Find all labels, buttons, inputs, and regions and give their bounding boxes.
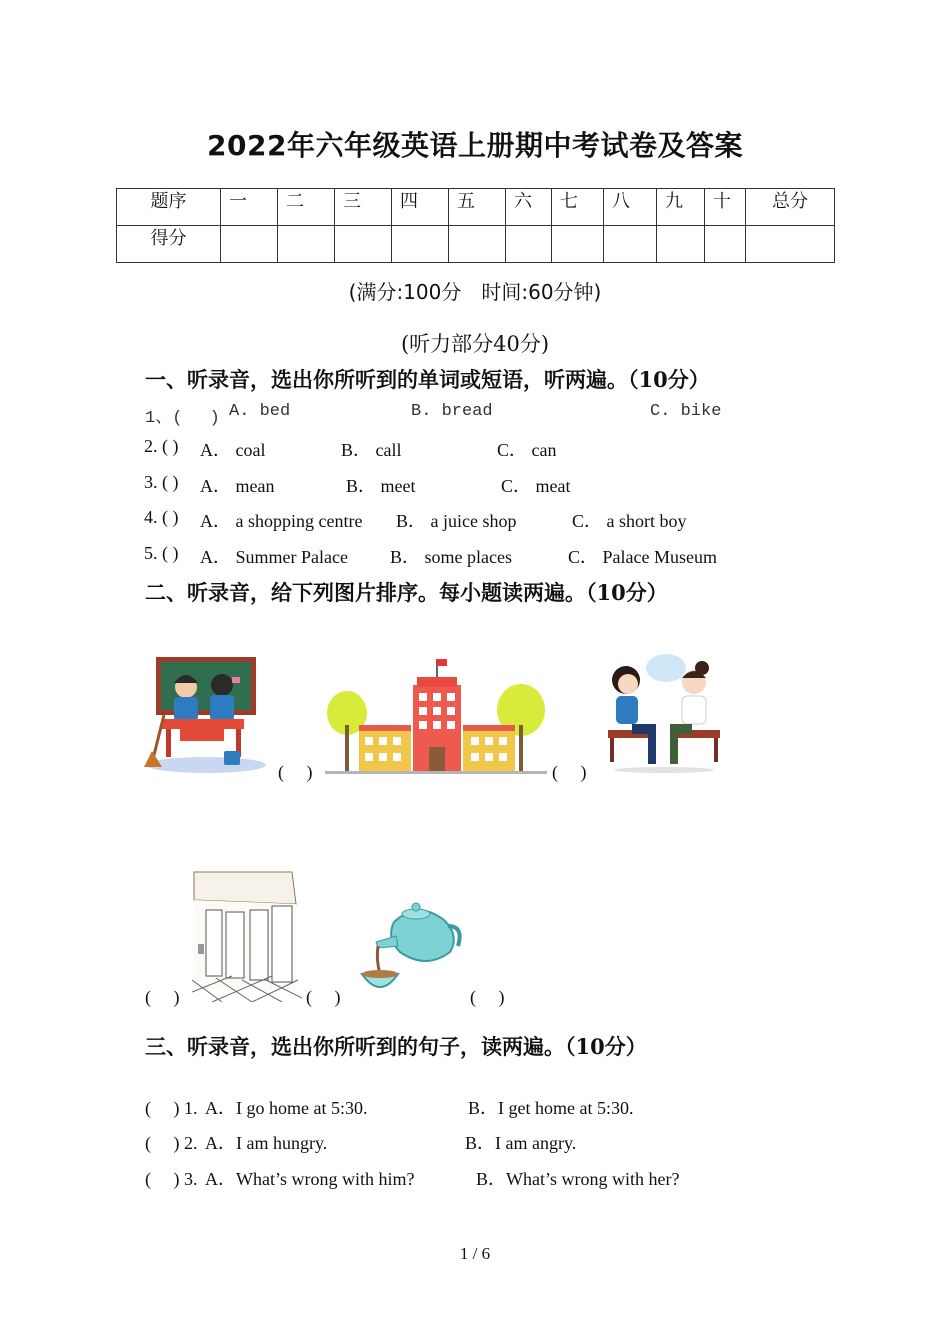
s3-q2-option-b: B．I am angry. [465,1133,577,1153]
table-cell[interactable] [506,226,552,263]
q4-number: 4. ( ) [144,507,179,527]
table-cell: 七 [552,189,604,226]
q2-number: 2. ( ) [144,436,179,456]
answer-blank[interactable]: ( ) [145,987,180,1007]
q2-option-a: A． coal [200,440,266,460]
q1-option-c: C. bike [650,402,722,421]
answer-blank[interactable]: ( ) [552,762,587,782]
answer-blank[interactable]: ( ) [278,762,313,782]
page-number: 1 / 6 [459,1244,491,1263]
table-cell: 一 [221,189,278,226]
q1-option-b: B. bread [411,402,493,421]
table-cell: 总分 [746,189,835,226]
table-cell: 六 [506,189,552,226]
table-cell: 九 [657,189,705,226]
s3-q3-number: ( ) 3. [145,1169,198,1189]
q2-option-c: C． can [497,440,557,460]
section1-heading: 一、听录音，选出你所听到的单词或短语，听两遍。（10分） [145,367,710,392]
page-title: 2022年六年级英语上册期中考试卷及答案 [207,129,743,162]
q5-option-a: A． Summer Palace [200,547,348,567]
q5-option-b: B． some places [390,547,512,567]
toilet-room-icon [192,870,302,1002]
school-building-icon [325,655,547,775]
table-cell: 八 [604,189,657,226]
table-cell[interactable] [705,226,746,263]
table-cell[interactable] [392,226,449,263]
table-cell[interactable] [604,226,657,263]
table-cell: 十 [705,189,746,226]
table-row [117,189,835,226]
talking-girls-icon [604,648,724,774]
q5-option-c: C． Palace Museum [568,547,717,567]
table-cell[interactable] [278,226,335,263]
q5-number: 5. ( ) [144,543,179,563]
s3-q1-option-a: A．I go home at 5:30. [205,1098,368,1118]
s3-q3-option-b: B．What’s wrong with her? [476,1169,680,1189]
table-cell: 三 [335,189,392,226]
table-cell: 得分 [117,226,221,263]
score-table [116,188,835,263]
q3-option-b: B． meet [346,476,416,496]
answer-blank[interactable]: ( ) [306,987,341,1007]
section2-heading: 二、听录音，给下列图片排序。每小题读两遍。（10分） [145,580,668,605]
teapot-icon [360,896,466,1000]
answer-blank[interactable]: ( ) [470,987,505,1007]
table-cell: 二 [278,189,335,226]
table-cell[interactable] [552,226,604,263]
q4-option-c: C． a short boy [572,511,687,531]
table-cell: 五 [449,189,506,226]
q2-option-b: B． call [341,440,402,460]
listening-header: (听力部分40分) [400,332,550,356]
q1-number: 1、( ) [145,409,220,428]
table-cell[interactable] [335,226,392,263]
s3-q3-option-a: A．What’s wrong with him? [205,1169,415,1189]
q3-option-c: C． meat [501,476,571,496]
table-cell: 四 [392,189,449,226]
score-time-note: (满分:100分 时间:60分钟) [348,280,602,304]
table-cell[interactable] [449,226,506,263]
table-cell[interactable] [657,226,705,263]
q4-option-a: A． a shopping centre [200,511,363,531]
s3-q2-number: ( ) 2. [145,1133,198,1153]
q1-option-a: A. bed [229,402,291,421]
section3-heading: 三、听录音，选出你所听到的句子，读两遍。（10分） [145,1034,647,1059]
q3-number: 3. ( ) [144,472,179,492]
cleaning-classroom-icon [144,655,270,775]
q3-option-a: A． mean [200,476,275,496]
table-row [117,226,835,263]
s3-q1-option-b: B．I get home at 5:30. [468,1098,634,1118]
s3-q1-number: ( ) 1. [145,1098,198,1118]
table-cell[interactable] [746,226,835,263]
q4-option-b: B． a juice shop [396,511,517,531]
table-cell: 题序 [117,189,221,226]
s3-q2-option-a: A．I am hungry. [205,1133,328,1153]
table-cell[interactable] [221,226,278,263]
